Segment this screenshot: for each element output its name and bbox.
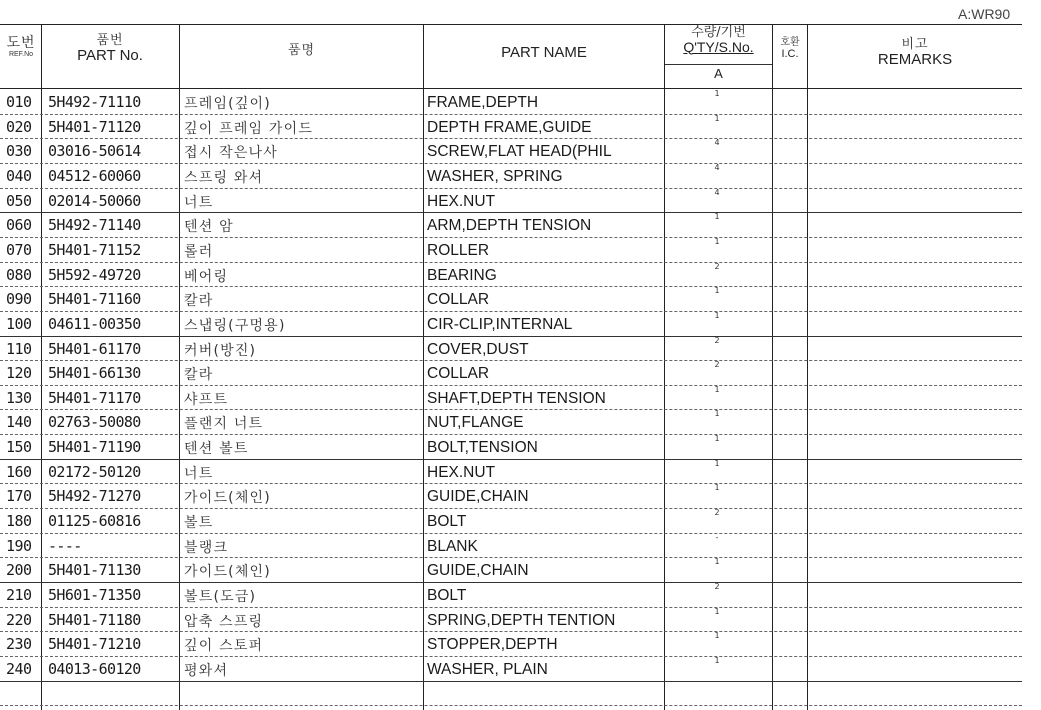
header-part-no xyxy=(42,34,178,63)
header-remarks-en: REMARKS xyxy=(877,50,953,68)
part-no-cell: ---- xyxy=(48,536,82,555)
quantity-cell: 2 xyxy=(714,335,720,345)
part-name-ko-cell: 텐션 볼트 xyxy=(184,441,249,458)
part-no-cell: 5H401-71180 xyxy=(48,610,141,629)
model-code: A:WR90 xyxy=(958,6,1011,22)
part-name-ko-cell: 깊이 프레임 가이드 xyxy=(184,120,314,137)
part-name-ko-cell: 칼라 xyxy=(184,293,214,310)
part-name-ko-cell: 블랭크 xyxy=(184,539,229,556)
part-no-cell: 04512-60060 xyxy=(48,166,141,185)
part-name-ko-cell: 너트 xyxy=(184,465,214,482)
part-name-ko-cell: 볼트 xyxy=(184,515,214,532)
quantity-cell: 2 xyxy=(714,582,720,591)
table-row xyxy=(0,508,1022,534)
part-name-ko-cell: 스냅링(구멍용) xyxy=(184,317,286,334)
ref-no-cell: 220 xyxy=(6,610,32,629)
part-name-ko-cell: 베어링 xyxy=(184,268,229,285)
table-row xyxy=(0,138,1022,164)
header-part-en: PART No. xyxy=(77,46,143,64)
quantity-cell: 1 xyxy=(714,458,720,468)
part-no-cell: 5H401-71170 xyxy=(48,388,141,407)
part-name-en-cell: BEARING xyxy=(427,266,497,284)
ref-no-cell: 060 xyxy=(6,216,32,235)
part-no-cell: 04611-00350 xyxy=(48,314,141,333)
ref-no-cell: 100 xyxy=(6,314,32,333)
header-ic-ko: 호환 xyxy=(780,37,800,48)
header-part-name xyxy=(424,45,664,61)
quantity-cell: 1 xyxy=(714,384,720,394)
ref-no-cell: 080 xyxy=(6,265,32,284)
table-row xyxy=(0,533,1022,559)
part-name-ko-cell: 플랜지 너트 xyxy=(184,416,264,433)
part-name-ko-cell: 샤프트 xyxy=(184,391,229,408)
part-name-en-cell: STOPPER,DEPTH xyxy=(427,636,558,654)
table-row xyxy=(0,631,1022,657)
table-row xyxy=(0,360,1022,386)
part-name-en-cell: HEX.NUT xyxy=(427,463,496,481)
part-no-cell: 5H401-71210 xyxy=(48,635,141,654)
quantity-cell: 4 xyxy=(714,187,720,197)
table-row xyxy=(0,311,1022,337)
table-row xyxy=(0,262,1022,288)
header-part-ko: 품번 xyxy=(96,33,124,48)
part-no-cell: 02172-50120 xyxy=(48,462,141,481)
part-name-en-cell: SHAFT,DEPTH TENSION xyxy=(427,389,606,407)
ref-no-cell: 130 xyxy=(6,388,32,407)
ref-no-cell: 110 xyxy=(6,339,32,358)
header-name-ko-text: 품명 xyxy=(287,43,316,58)
quantity-cell: 2 xyxy=(714,508,720,518)
ref-no-cell: 240 xyxy=(6,659,32,678)
table-row xyxy=(0,336,1022,362)
quantity-cell: 1 xyxy=(714,212,720,222)
ref-no-cell: 200 xyxy=(6,561,32,580)
ref-no-cell: 030 xyxy=(6,142,32,161)
header-qty-col-a xyxy=(665,67,772,81)
ref-no-cell: 160 xyxy=(6,462,32,481)
header-part-name-text: PART NAME xyxy=(501,44,587,61)
table-row xyxy=(0,607,1022,633)
part-no-cell: 5H401-71152 xyxy=(48,240,141,259)
table-row xyxy=(0,114,1022,140)
ref-no-cell: 150 xyxy=(6,438,32,457)
table-top-border xyxy=(0,24,1022,25)
quantity-cell: 1 xyxy=(714,434,720,444)
part-name-ko-cell: 깊이 스토퍼 xyxy=(184,638,264,655)
quantity-cell: 1 xyxy=(714,606,720,616)
header-qty-ko: 수량/기번 xyxy=(691,25,746,40)
header-ref-ko: 도번 xyxy=(6,35,36,51)
part-name-ko-cell: 텐션 암 xyxy=(184,219,234,236)
quantity-cell: 1 xyxy=(714,113,720,123)
part-name-en-cell: GUIDE,CHAIN xyxy=(427,488,529,506)
part-name-ko-cell: 가이드(체인) xyxy=(184,564,271,581)
part-no-cell: 02014-50060 xyxy=(48,191,141,210)
header-ic-en: I.C. xyxy=(781,47,799,60)
part-name-en-cell: NUT,FLANGE xyxy=(427,414,524,432)
table-row xyxy=(0,286,1022,312)
quantity-cell: - xyxy=(715,532,719,542)
part-name-ko-cell: 프레임(깊이) xyxy=(184,96,271,112)
part-no-cell: 5H401-61170 xyxy=(48,339,141,358)
header-ref xyxy=(2,36,40,58)
quantity-cell: 2 xyxy=(714,360,720,370)
ref-no-cell: 040 xyxy=(6,166,32,185)
header-remarks xyxy=(808,38,1022,67)
part-name-en-cell: HEX.NUT xyxy=(427,192,496,210)
part-name-en-cell: COLLAR xyxy=(427,365,490,383)
quantity-cell: 4 xyxy=(714,138,720,148)
part-no-cell: 03016-50614 xyxy=(48,142,141,161)
part-name-ko-cell: 접시 작은나사 xyxy=(184,145,278,162)
part-name-en-cell: BLANK xyxy=(427,537,478,555)
ref-no-cell: 050 xyxy=(6,191,32,210)
header-qty-col-a-text: A xyxy=(714,66,723,81)
table-row xyxy=(0,212,1022,238)
part-name-en-cell: ARM,DEPTH TENSION xyxy=(427,217,592,235)
table-row xyxy=(0,459,1022,485)
quantity-cell: 1 xyxy=(714,310,720,320)
part-name-ko-cell: 볼트(도금) xyxy=(184,589,257,605)
table-row xyxy=(0,557,1022,583)
header-ref-en: REF.No xyxy=(8,50,34,58)
part-name-ko-cell: 가이드(체인) xyxy=(184,490,271,507)
part-no-cell: 5H401-71160 xyxy=(48,290,141,309)
header-name-ko xyxy=(180,44,423,58)
part-name-en-cell: BOLT,TENSION xyxy=(427,439,538,457)
part-no-cell: 01125-60816 xyxy=(48,512,141,531)
table-row xyxy=(0,385,1022,411)
part-no-cell: 5H492-71270 xyxy=(48,487,141,506)
table-row xyxy=(0,681,1022,707)
part-name-en-cell: COLLAR xyxy=(427,291,490,309)
ref-no-cell: 090 xyxy=(6,290,32,309)
part-no-cell: 04013-60120 xyxy=(48,659,141,678)
part-name-en-cell: DEPTH FRAME,GUIDE xyxy=(427,118,592,136)
part-name-en-cell: BOLT xyxy=(427,513,467,531)
table-row xyxy=(0,656,1022,682)
ref-no-cell: 120 xyxy=(6,364,32,383)
part-name-ko-cell: 평와셔 xyxy=(184,662,229,679)
part-name-en-cell: ROLLER xyxy=(427,241,490,259)
table-row xyxy=(0,582,1022,608)
part-no-cell: 5H401-71120 xyxy=(48,117,141,136)
part-no-cell: 5H601-71350 xyxy=(48,586,141,604)
part-no-cell: 5H592-49720 xyxy=(48,265,141,284)
table-row xyxy=(0,434,1022,460)
ref-no-cell: 140 xyxy=(6,413,32,432)
quantity-cell: 1 xyxy=(714,557,720,567)
table-row xyxy=(0,237,1022,263)
quantity-cell: 1 xyxy=(714,236,720,246)
part-name-ko-cell: 커버(방진) xyxy=(184,342,257,359)
table-row xyxy=(0,89,1022,115)
qty-subheader-line xyxy=(665,64,772,65)
part-no-cell: 5H401-66130 xyxy=(48,364,141,383)
part-no-cell: 5H401-71190 xyxy=(48,438,141,457)
table-row xyxy=(0,483,1022,509)
part-name-en-cell: BOLT xyxy=(427,587,467,604)
ref-no-cell: 210 xyxy=(6,586,32,604)
ref-no-cell: 020 xyxy=(6,117,32,136)
part-no-cell: 5H401-71130 xyxy=(48,561,141,580)
ref-no-cell: 230 xyxy=(6,635,32,654)
part-name-ko-cell: 압축 스프링 xyxy=(184,613,264,630)
ref-no-cell: 010 xyxy=(6,93,32,111)
part-name-ko-cell: 칼라 xyxy=(184,367,214,384)
part-name-en-cell: SPRING,DEPTH TENTION xyxy=(427,611,616,629)
header-ic xyxy=(773,38,807,60)
quantity-cell: 1 xyxy=(714,655,720,665)
quantity-cell: 1 xyxy=(714,286,720,296)
ref-no-cell: 180 xyxy=(6,512,32,531)
part-name-en-cell: WASHER, PLAIN xyxy=(427,660,548,678)
part-name-ko-cell: 롤러 xyxy=(184,243,214,260)
part-name-en-cell: WASHER, SPRING xyxy=(427,167,563,185)
quantity-cell: 2 xyxy=(714,261,720,271)
header-remarks-ko: 비고 xyxy=(901,37,929,52)
parts-table xyxy=(0,24,1030,710)
quantity-cell: 1 xyxy=(714,89,720,98)
part-no-cell: 5H492-71110 xyxy=(48,93,141,111)
part-no-cell: 5H492-71140 xyxy=(48,216,141,235)
part-name-en-cell: SCREW,FLAT HEAD(PHIL xyxy=(427,143,612,161)
part-name-en-cell: FRAME,DEPTH xyxy=(427,94,539,111)
table-row xyxy=(0,409,1022,435)
ref-no-cell: 070 xyxy=(6,240,32,259)
part-name-ko-cell: 스프링 와셔 xyxy=(184,169,264,186)
table-row xyxy=(0,188,1022,214)
quantity-cell: 1 xyxy=(714,483,720,493)
ref-no-cell: 190 xyxy=(6,536,32,555)
ref-no-cell: 170 xyxy=(6,487,32,506)
part-name-en-cell: COVER,DUST xyxy=(427,340,529,358)
quantity-cell: 1 xyxy=(714,409,720,419)
header-qty-en: Q'TY/S.No. xyxy=(683,38,754,55)
part-name-ko-cell: 너트 xyxy=(184,194,214,211)
part-name-en-cell: CIR-CLIP,INTERNAL xyxy=(427,315,573,333)
part-name-en-cell: GUIDE,CHAIN xyxy=(427,562,529,580)
header-qty xyxy=(665,26,772,54)
table-row xyxy=(0,163,1022,189)
part-no-cell: 02763-50080 xyxy=(48,413,141,432)
quantity-cell: 4 xyxy=(714,162,720,172)
quantity-cell: 1 xyxy=(714,631,720,641)
